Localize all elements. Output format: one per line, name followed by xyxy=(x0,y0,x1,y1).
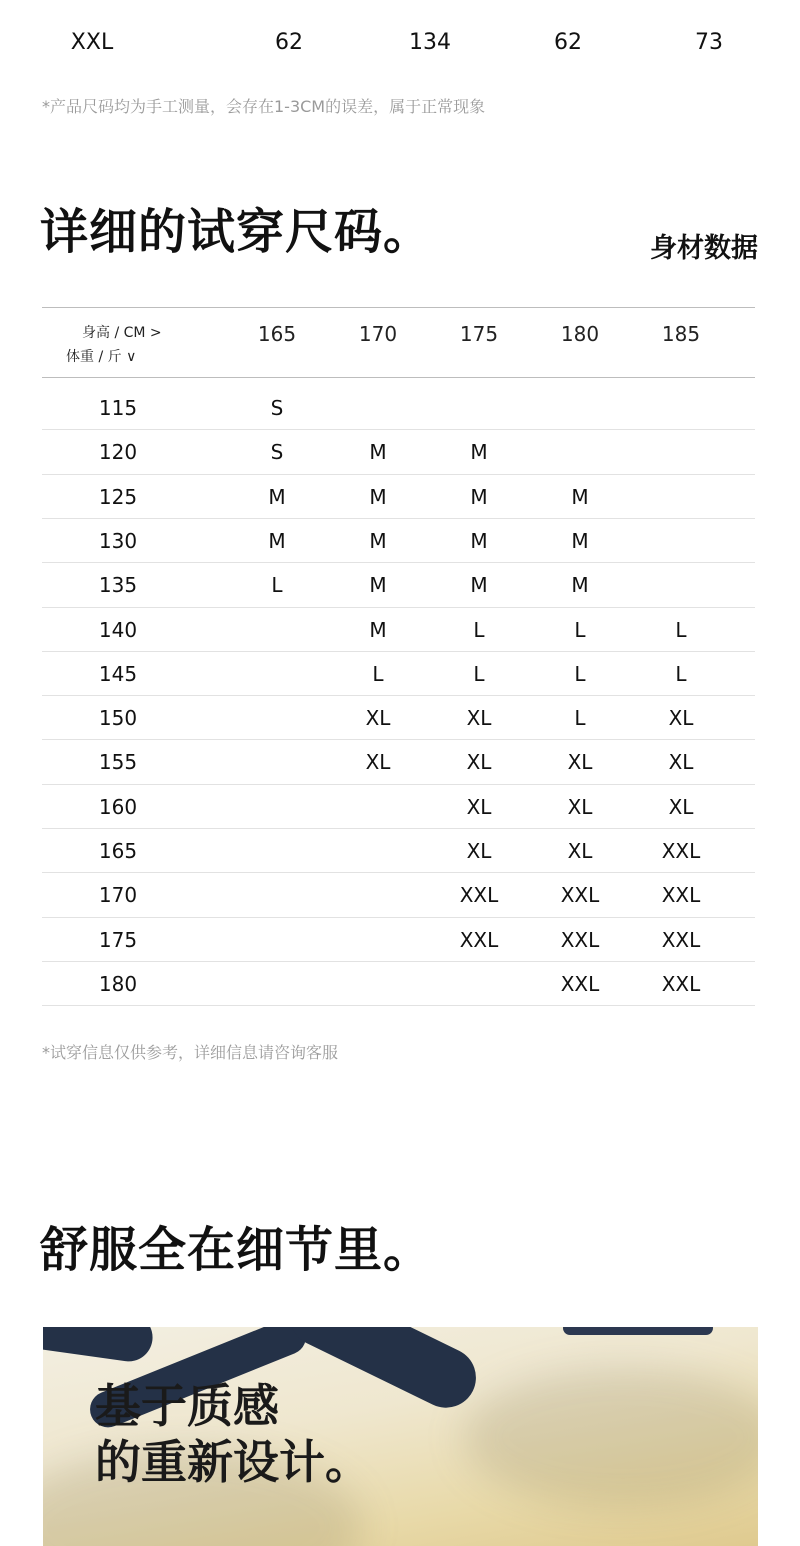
size-cell: XXL xyxy=(661,927,701,952)
size-cell: M xyxy=(571,573,589,598)
size-cell: M xyxy=(369,573,387,598)
row-divider xyxy=(42,1005,755,1006)
measurement-value: 62 xyxy=(275,30,303,55)
size-cell: L xyxy=(473,617,485,642)
weight-cell: 170 xyxy=(98,883,138,908)
size-cell: XL xyxy=(668,794,694,819)
size-cell: XXL xyxy=(560,883,600,908)
size-cell: L xyxy=(574,661,586,686)
size-cell: M xyxy=(470,484,488,509)
size-cell: L xyxy=(675,617,687,642)
table-row xyxy=(42,519,755,563)
measurement-value: 62 xyxy=(554,30,582,55)
height-header: 175 xyxy=(459,322,499,346)
weight-cell: 115 xyxy=(98,396,138,420)
size-cell: M xyxy=(369,484,387,509)
size-cell: XXL xyxy=(661,839,701,863)
size-cell: M xyxy=(268,528,286,553)
size-cell: L xyxy=(473,661,485,686)
fitting-subtitle: 身材数据 xyxy=(650,233,758,264)
table-row xyxy=(42,962,755,1006)
weight-cell: 155 xyxy=(98,750,138,775)
table-row xyxy=(42,696,755,740)
size-cell: M xyxy=(571,484,589,509)
size-cell: XL xyxy=(567,794,593,819)
size-cell: XL xyxy=(668,706,694,731)
table-row xyxy=(42,608,755,652)
weight-cell: 175 xyxy=(98,927,138,952)
height-header: 185 xyxy=(661,322,701,346)
size-cell: M xyxy=(571,528,589,553)
size-cell: XXL xyxy=(459,883,499,908)
table-row xyxy=(42,386,755,430)
size-cell: L xyxy=(675,661,687,686)
size-cell: L xyxy=(574,617,586,642)
size-cell: XXL xyxy=(661,971,701,996)
size-cell: XXL xyxy=(459,927,499,952)
table-row xyxy=(42,918,755,962)
measurement-note: *产品尺码均为手工测量，会存在1-3CM的误差，属于正常现象 xyxy=(42,97,486,116)
table-row xyxy=(42,563,755,607)
table-header-rule xyxy=(42,377,755,378)
weight-cell: 125 xyxy=(98,484,138,509)
weight-cell: 130 xyxy=(98,528,138,553)
size-cell: XXL xyxy=(560,927,600,952)
weight-cell: 180 xyxy=(98,971,138,996)
table-row xyxy=(42,829,755,873)
table-row xyxy=(42,740,755,784)
weight-cell: 120 xyxy=(98,440,138,465)
weight-cell: 165 xyxy=(98,839,138,863)
fabric-banner-image xyxy=(43,1327,758,1546)
weight-cell: 145 xyxy=(98,661,138,686)
weight-cell: 150 xyxy=(98,706,138,731)
height-header: 170 xyxy=(358,322,398,346)
size-cell: M xyxy=(470,440,488,465)
height-axis-label: 身高 / CM > xyxy=(82,325,162,341)
size-cell: S xyxy=(270,440,284,465)
table-row xyxy=(42,652,755,696)
height-header: 180 xyxy=(560,322,600,346)
size-cell: M xyxy=(369,528,387,553)
measurement-size: XXL xyxy=(70,30,114,55)
size-cell: XXL xyxy=(661,883,701,908)
measurement-value: 73 xyxy=(695,30,723,55)
details-title: 舒服全在细节里。 xyxy=(40,1222,433,1278)
size-cell: M xyxy=(268,484,286,509)
size-cell: XL xyxy=(365,706,391,731)
table-top-rule xyxy=(42,307,755,308)
size-cell: L xyxy=(271,573,283,598)
size-cell: XL xyxy=(466,706,492,731)
weight-cell: 160 xyxy=(98,794,138,819)
fitting-title: 详细的试穿尺码。 xyxy=(40,204,433,260)
table-row xyxy=(42,785,755,829)
size-cell: S xyxy=(270,396,284,420)
fitting-note: *试穿信息仅供参考，详细信息请咨询客服 xyxy=(42,1043,339,1062)
size-cell: L xyxy=(372,661,384,686)
banner-headline-line1: 基于质感 xyxy=(95,1379,279,1433)
size-cell: M xyxy=(470,528,488,553)
weight-cell: 135 xyxy=(98,573,138,598)
size-cell: L xyxy=(574,706,586,731)
size-cell: M xyxy=(369,440,387,465)
measurement-value: 134 xyxy=(409,30,451,55)
weight-axis-label: 体重 / 斤 ∨ xyxy=(66,349,137,365)
size-cell: XXL xyxy=(560,971,600,996)
table-row xyxy=(42,873,755,917)
size-cell: M xyxy=(369,617,387,642)
size-cell: XL xyxy=(466,750,492,775)
size-cell: XL xyxy=(668,750,694,775)
height-header: 165 xyxy=(257,322,297,346)
size-cell: XL xyxy=(466,839,492,863)
table-row xyxy=(42,430,755,474)
banner-headline-line2: 的重新设计。 xyxy=(95,1435,371,1489)
weight-cell: 140 xyxy=(98,617,138,642)
table-row xyxy=(42,475,755,519)
size-cell: XL xyxy=(466,794,492,819)
size-cell: XL xyxy=(365,750,391,775)
size-cell: XL xyxy=(567,839,593,863)
size-cell: XL xyxy=(567,750,593,775)
size-cell: M xyxy=(470,573,488,598)
